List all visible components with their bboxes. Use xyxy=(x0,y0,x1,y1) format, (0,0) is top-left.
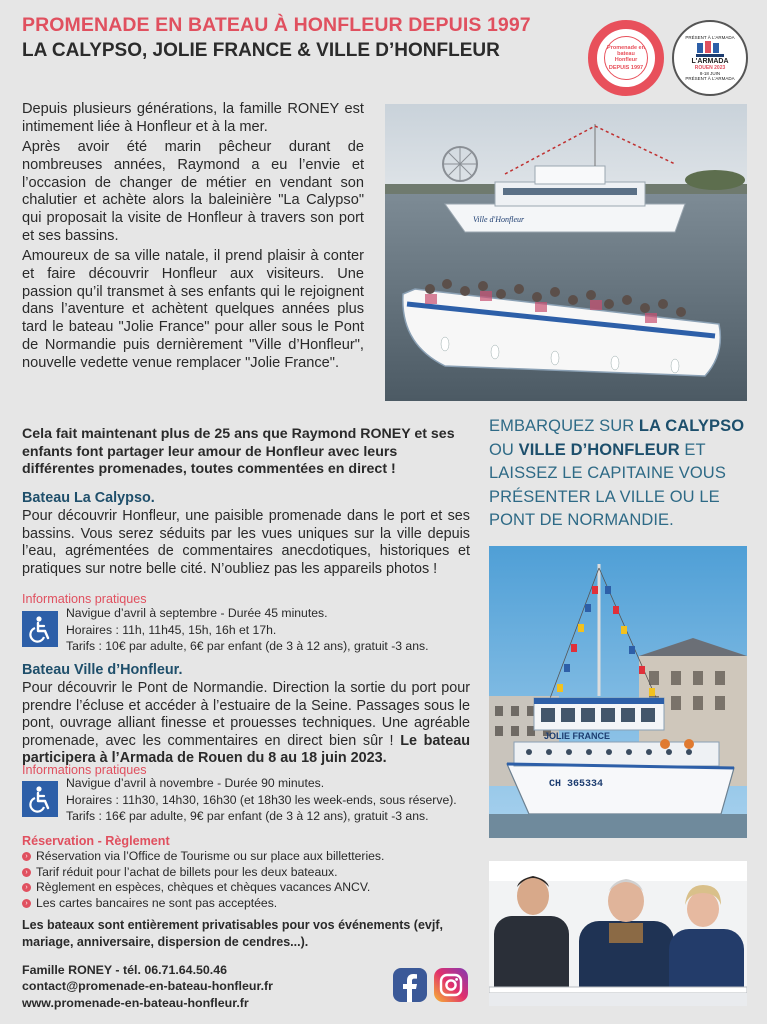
chevron-right-icon: › xyxy=(22,868,31,877)
photo-jolie-france xyxy=(489,546,747,838)
ville-armada-note: Le bateau participera à l’Armada de Rouen du 8 au 18 juin 2023. xyxy=(22,732,471,767)
intro-paragraph-3: Amoureux de sa ville natale, il prend plaisir à conter et faire découvrir Honfleur aux visiteurs. Une passion qu’il transmet à ses enfants qui le rejoignent dans l’aventure et achètent quelques années plus tard le bateau "Jolie France" pour aller sous le Pont de Normandie puis dernièrement "Ville d’Honfleur", nouvelle vedette venue remplacer "Jolie France". xyxy=(22,248,364,371)
ville-info-hours: Horaires : 11h30, 14h30, 16h30 (et 18h30 les week-ends, sous réserve). xyxy=(66,792,457,807)
reservation-item-text: Les cartes bancaires ne sont pas acceptées. xyxy=(36,895,278,910)
boat-hull-number: CH 365334 xyxy=(549,779,604,790)
calypso-info-hours: Horaires : 11h, 11h45, 15h, 16h et 17h. xyxy=(66,622,277,637)
lifebuoy-logo-text: Promenade en bateau Honfleur xyxy=(607,45,645,63)
wheelchair-icon xyxy=(22,611,58,647)
tagline-boat-calypso: LA CALYPSO xyxy=(638,417,745,435)
page-subtitle: LA CALYPSO, JOLIE FRANCE & VILLE D’HONFLEUR xyxy=(22,40,500,61)
wheelchair-icon xyxy=(22,781,58,817)
armada-logo-dates: 8-18 JUIN xyxy=(699,71,721,76)
instagram-icon[interactable] xyxy=(434,968,468,1002)
photo-roney-family xyxy=(489,861,747,1006)
ville-info-label: Informations pratiques xyxy=(22,763,147,777)
facebook-icon[interactable] xyxy=(393,968,427,1002)
reservation-list xyxy=(22,849,384,911)
reservation-title: Réservation - Règlement xyxy=(22,834,170,848)
lifebuoy-logo xyxy=(588,20,664,96)
ville-info-prices: Tarifs : 16€ par adulte, 9€ par enfant (de 3 à 12 ans), gratuit -3 ans. xyxy=(66,809,429,824)
chevron-right-icon: › xyxy=(22,852,31,861)
intro-paragraph-2: Après avoir été marin pêcheur durant de nombreuses années, Raymond a eu l’envie et l’occasion de changer de métier en vendant son chalutier et achète alors la baleinière "La Calypso" qui proposait la visite de Honfleur à travers son port et ses bassins. xyxy=(22,139,364,244)
reservation-item-text: Règlement en espèces, chèques et chèques vacances ANCV. xyxy=(36,880,371,895)
lifebuoy-logo-center xyxy=(604,36,648,80)
page-title: PROMENADE EN BATEAU À HONFLEUR DEPUIS 1997 xyxy=(22,14,531,36)
tagline-part-3: ET LAISSEZ LE CAPITAINE VOUS PRÉSENTER LA VILLE OU LE PONT DE NORMANDIE. xyxy=(489,440,726,529)
armada-logo-top-text: PRÉSENT À L'ARMADA xyxy=(685,35,735,40)
chevron-right-icon: › xyxy=(22,899,31,908)
reservation-item-text: Réservation via l’Office de Tourisme ou sur place aux billetteries. xyxy=(36,849,385,863)
list-item xyxy=(22,865,384,881)
calypso-description: Pour découvrir Honfleur, une paisible promenade dans le port et ses bassins. Vous serez séduits par les vues uniques sur la ville depuis l’eau, agrémentées de commentaires anecdotiques, historiques et pratiques sur notre belle cité. N’oubliez pas les appareils photos ! xyxy=(22,508,470,577)
armada-logo xyxy=(672,20,748,96)
boat-name-ville-honfleur: Ville d'Honfleur xyxy=(473,215,525,224)
armada-logo-bottom-text: PRÉSENT À L'ARMADA xyxy=(685,76,735,81)
ville-description xyxy=(22,680,470,768)
tagline-boat-ville-honfleur: VILLE D’HONFLEUR xyxy=(518,440,680,459)
lifebuoy-logo-date: DEPUIS 1997 xyxy=(608,65,644,71)
armada-logo-name: L'ARMADA xyxy=(691,58,729,65)
contact-email[interactable]: contact@promenade-en-bateau-honfleur.fr xyxy=(22,979,273,994)
intro-highlight: Cela fait maintenant plus de 25 ans que Raymond RONEY et ses enfants font partager leur amour de Honfleur avec leurs différentes promenades, toutes commentées en direct ! xyxy=(22,426,455,478)
armada-logo-city: ROUEN 2023 xyxy=(694,65,726,71)
reservation-item-text: Tarif réduit pour l’achat de billets pour les deux bateaux. xyxy=(36,864,338,879)
list-item xyxy=(22,880,384,896)
private-events-note: Les bateaux sont entièrement privatisables pour vos événements (evjf, mariage, anniversaire, dispersion de cendres...). xyxy=(22,918,443,949)
list-item xyxy=(22,896,384,912)
calypso-section-title: Bateau La Calypso. xyxy=(22,490,155,506)
calypso-info-season: Navigue d’avril à septembre - Durée 45 minutes. xyxy=(66,606,328,620)
tagline-part-1: EMBARQUEZ SUR xyxy=(489,417,639,435)
contact-block xyxy=(22,962,273,1011)
ville-section-title: Bateau Ville d’Honfleur. xyxy=(22,662,183,678)
calypso-info-lines xyxy=(66,605,428,655)
ville-info-lines xyxy=(66,775,457,825)
ville-info-season: Navigue d’avril à novembre - Durée 90 minutes. xyxy=(66,776,325,790)
contact-phone: Famille RONEY - tél. 06.71.64.50.46 xyxy=(22,963,228,977)
tagline xyxy=(489,415,751,533)
photo-boats-harbour xyxy=(385,104,747,401)
armada-ship-icon xyxy=(695,40,725,58)
calypso-info-label: Informations pratiques xyxy=(22,592,147,606)
contact-website[interactable]: www.promenade-en-bateau-honfleur.fr xyxy=(22,995,249,1010)
calypso-info-prices: Tarifs : 10€ par adulte, 6€ par enfant (de 3 à 12 ans), gratuit -3 ans. xyxy=(66,639,429,654)
list-item xyxy=(22,849,384,865)
tagline-part-2: OU xyxy=(489,440,519,459)
boat-name-jolie-france: JOLIE FRANCE xyxy=(544,731,611,741)
intro-paragraph-1: Depuis plusieurs générations, la famille RONEY est intimement liée à Honfleur et à la mer. xyxy=(22,101,364,135)
ville-description-text: Pour découvrir le Pont de Normandie. Direction la sortie du port pour prendre l’écluse et accéder à l’estuaire de la Seine. Passages sous le pont, ouvrage alliant finesse et prouesses techniques. Une agréable promenade, avec les commentaires en direct bien sûr ! xyxy=(22,680,470,749)
chevron-right-icon: › xyxy=(22,883,31,892)
